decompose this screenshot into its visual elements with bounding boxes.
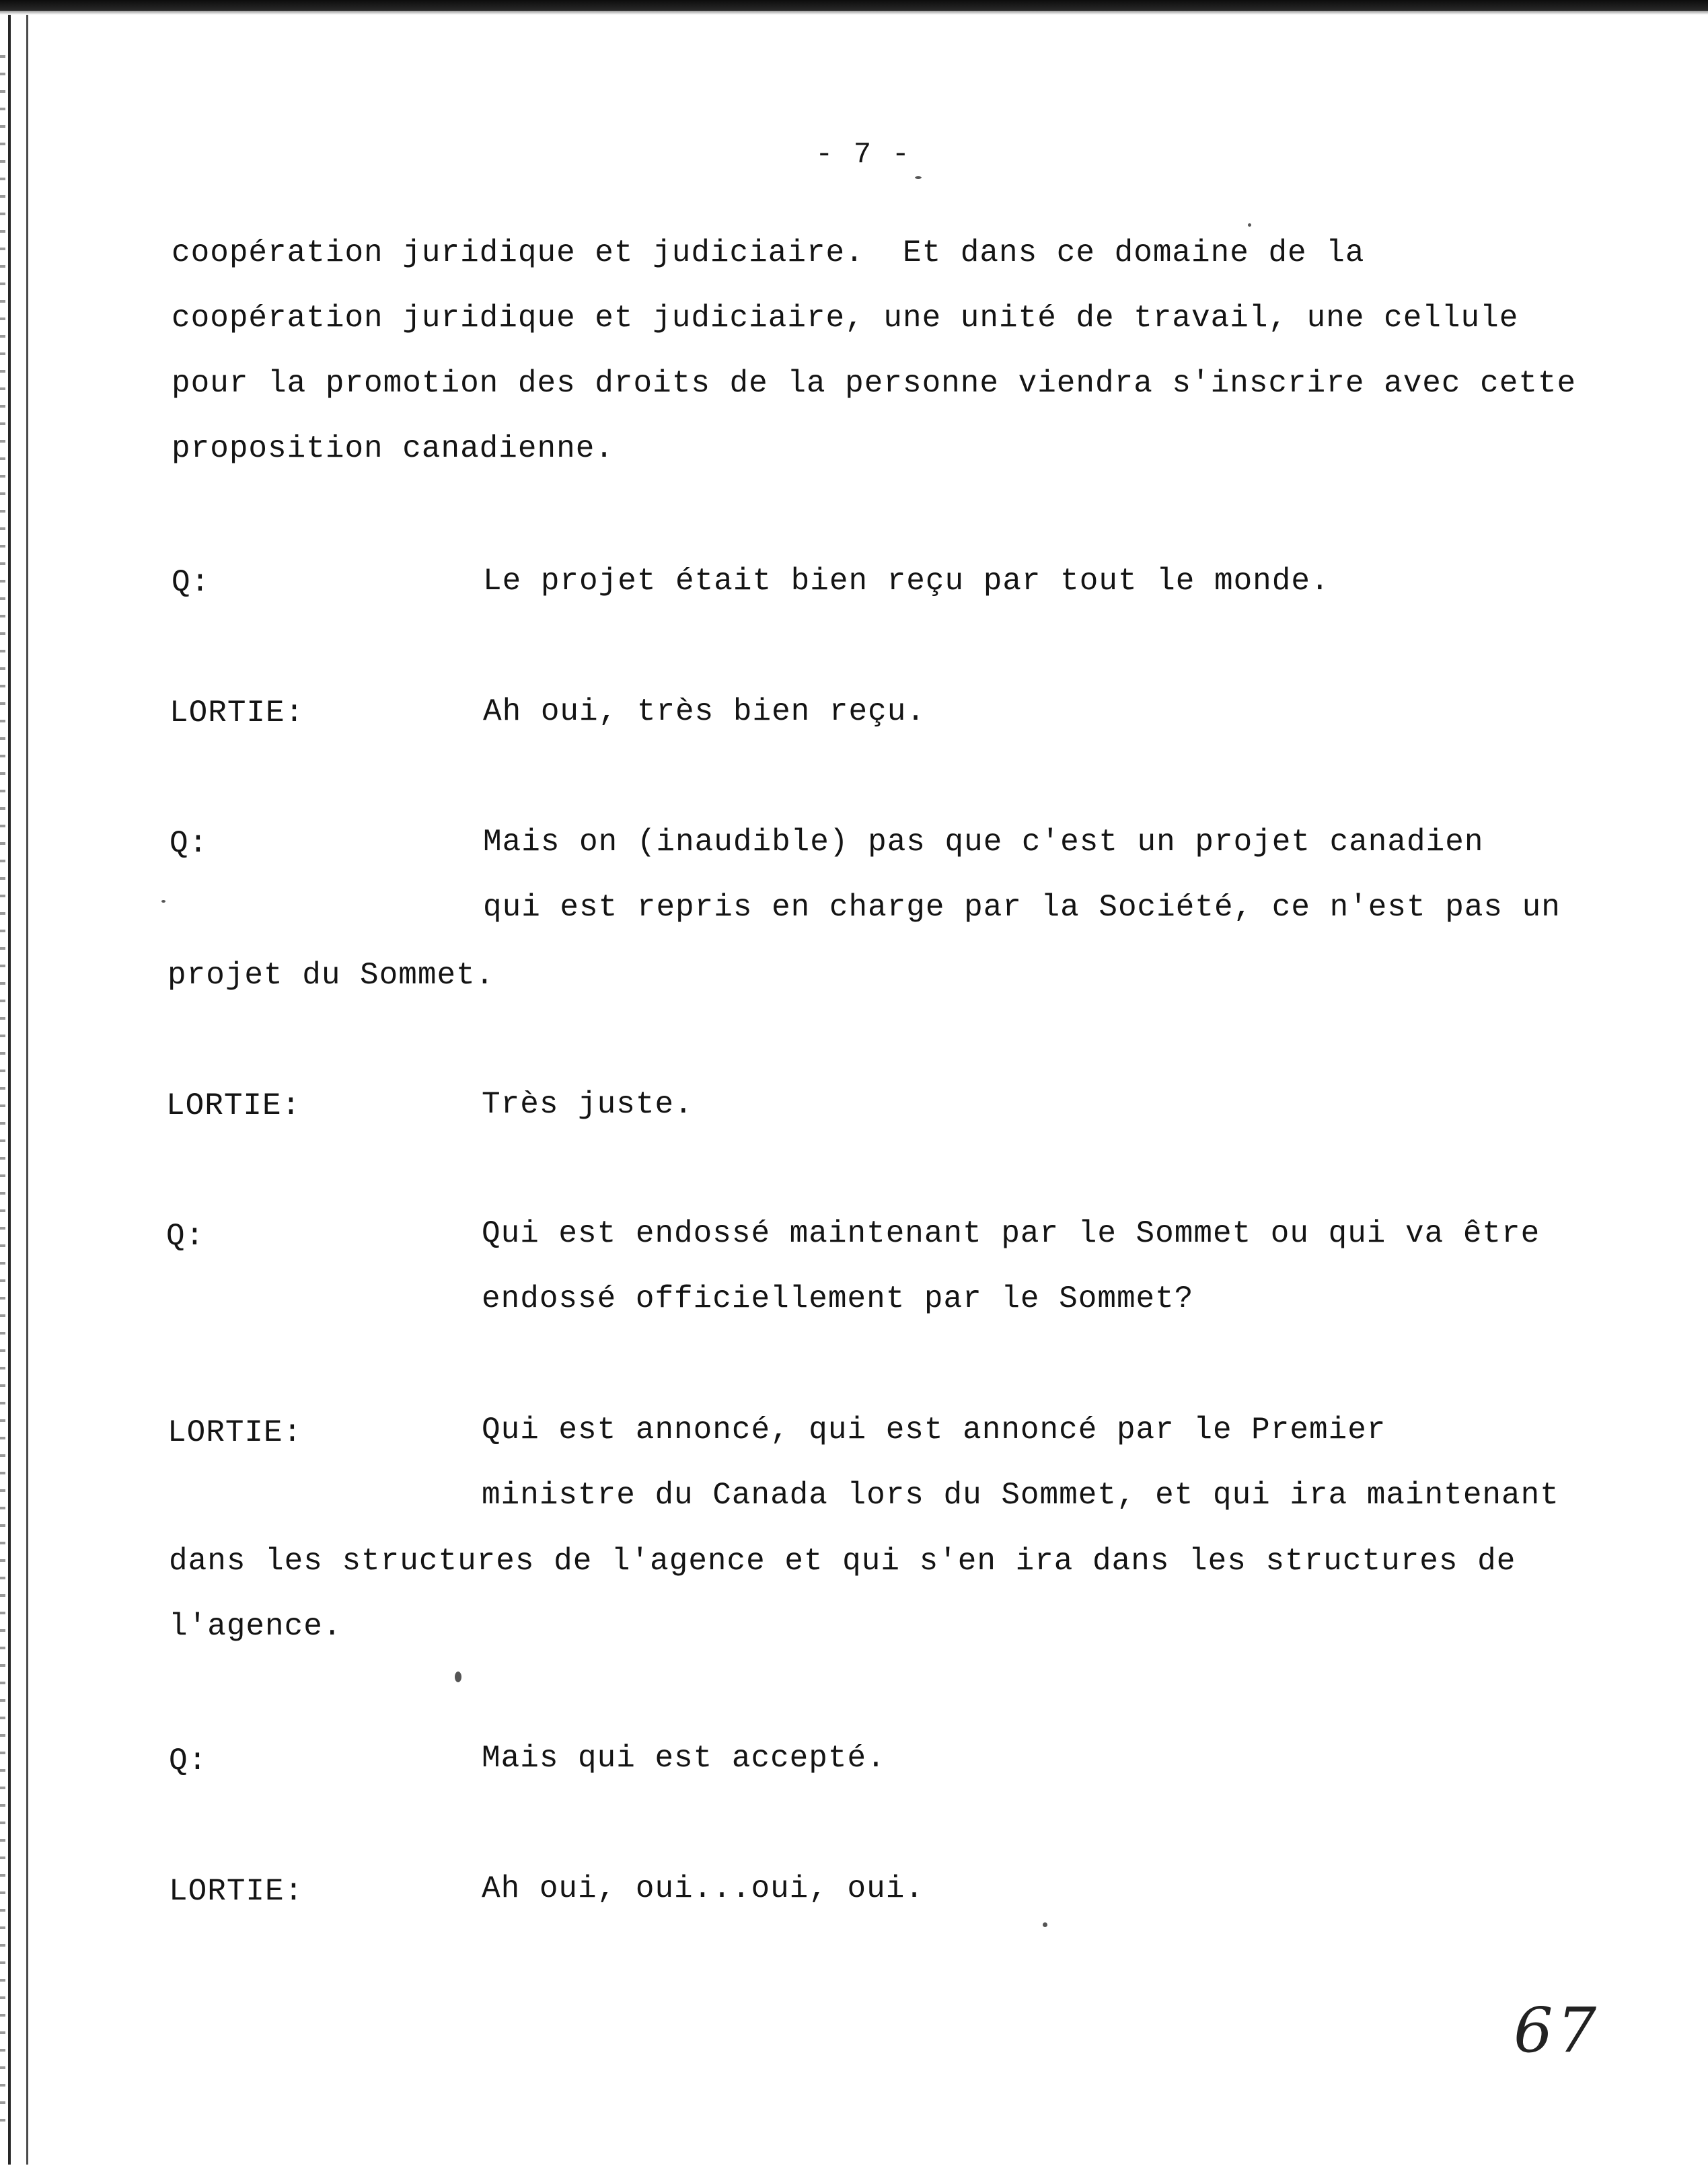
scan-speck bbox=[915, 176, 922, 179]
speaker-label: LORTIE: bbox=[166, 1088, 301, 1123]
dialogue-continuation: projet du Sommet. bbox=[168, 958, 495, 993]
scan-speck bbox=[1043, 1922, 1047, 1927]
scan-speck bbox=[1248, 223, 1251, 227]
scan-binding-edge bbox=[8, 15, 28, 2165]
dialogue-line: Le projet était bien reçu par tout le monde. bbox=[483, 564, 1330, 599]
paragraph-line: proposition canadienne. bbox=[172, 431, 614, 466]
speaker-label: LORTIE: bbox=[170, 696, 305, 730]
paragraph-line: coopération juridique et judiciaire. Et dans ce domaine de la bbox=[172, 235, 1365, 270]
dialogue-continuation: dans les structures de l'agence et qui s'en ira dans les structures de bbox=[169, 1544, 1516, 1579]
page-number: - 7 - bbox=[815, 138, 912, 172]
paragraph-line: coopération juridique et judiciaire, une unité de travail, une cellule bbox=[172, 301, 1519, 336]
speaker-label: LORTIE: bbox=[168, 1415, 303, 1450]
dialogue-continuation: l'agence. bbox=[169, 1609, 342, 1644]
speaker-label: Q: bbox=[169, 1743, 208, 1778]
dialogue-line: Très juste. bbox=[482, 1087, 694, 1122]
dialogue-line: Ah oui, très bien reçu. bbox=[483, 694, 926, 729]
dialogue-line: Mais qui est accepté. bbox=[482, 1741, 886, 1776]
dialogue-line: Mais on (inaudible) pas que c'est un projet canadien bbox=[483, 825, 1484, 860]
dialogue-line: endossé officiellement par le Sommet? bbox=[482, 1281, 1194, 1316]
speaker-label: Q: bbox=[172, 565, 211, 600]
paragraph-line: pour la promotion des droits de la personne viendra s'inscrire avec cette bbox=[172, 366, 1577, 401]
scan-perforation bbox=[0, 40, 5, 2126]
scan-top-edge bbox=[0, 0, 1708, 11]
speaker-label: Q: bbox=[166, 1219, 205, 1254]
speaker-label: Q: bbox=[170, 826, 209, 861]
dialogue-line: Qui est endossé maintenant par le Sommet ou qui va être bbox=[482, 1216, 1540, 1251]
handwritten-page-number: 67 bbox=[1514, 1994, 1601, 2066]
scan-top-shadow bbox=[0, 11, 1708, 15]
dialogue-line: qui est repris en charge par la Société, ce n'est pas un bbox=[483, 890, 1561, 925]
dialogue-line: Qui est annoncé, qui est annoncé par le Premier bbox=[482, 1413, 1386, 1448]
dialogue-line: ministre du Canada lors du Sommet, et qui ira maintenant bbox=[482, 1478, 1559, 1513]
scan-speck bbox=[455, 1672, 461, 1682]
scan-speck bbox=[161, 900, 165, 903]
dialogue-line: Ah oui, oui...oui, oui. bbox=[482, 1871, 924, 1906]
speaker-label: LORTIE: bbox=[169, 1874, 304, 1909]
